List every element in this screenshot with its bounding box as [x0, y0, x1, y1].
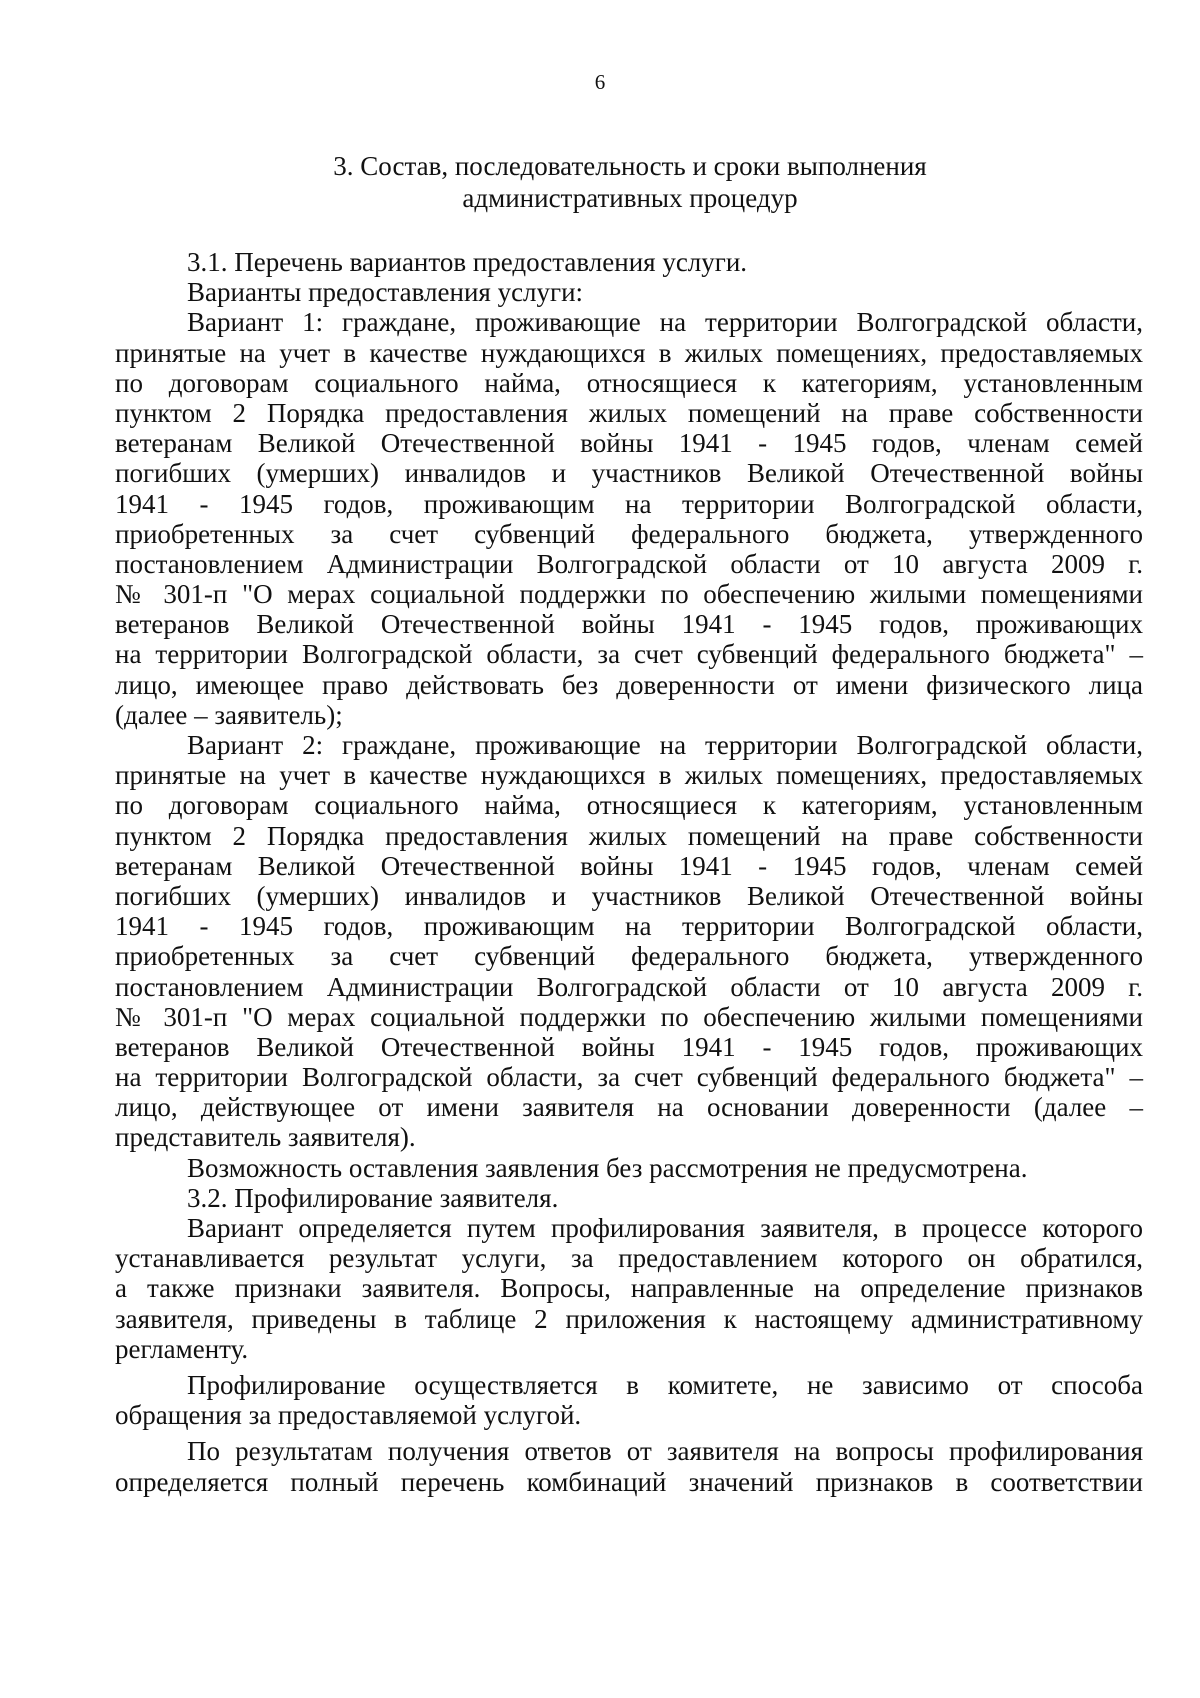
section-heading: [160, 150, 1100, 214]
text-line: 3.2. Профилирование заявителя.: [187, 1182, 559, 1213]
text-line: Варианты предоставления услуги:: [187, 277, 584, 308]
text-line: Вариант 1: граждане, проживающие на территории Волгоградской области,: [187, 307, 1143, 338]
text-line: лицо, имеющее право действовать без доверенности от имени физического лица: [115, 669, 1143, 700]
text-line: по договорам социального найма, относящиеся к категориям, установленным: [115, 367, 1143, 398]
text-line: пунктом 2 Порядка предоставления жилых помещений на праве собственности: [115, 820, 1143, 851]
text-line: на территории Волгоградской области, за счет субвенций федерального бюджета" –: [115, 639, 1143, 670]
text-line: 3.1. Перечень вариантов предоставления услуги.: [187, 247, 748, 277]
text-line: (далее – заявитель);: [115, 699, 343, 730]
text-line: принятые на учет в качестве нуждающихся в жилых помещениях, предоставляемых: [115, 760, 1143, 791]
text-line: регламенту.: [115, 1333, 249, 1364]
text-line: на территории Волгоградской области, за счет субвенций федерального бюджета" –: [115, 1062, 1143, 1093]
document-body: [115, 247, 1143, 1497]
text-line: принятые на учет в качестве нуждающихся в жилых помещениях, предоставляемых: [115, 337, 1143, 368]
text-line: устанавливается результат услуги, за предоставлением которого он обратился,: [115, 1243, 1143, 1274]
text-line: По результатам получения ответов от заявителя на вопросы профилирования: [187, 1436, 1143, 1467]
text-line: Профилирование осуществляется в комитете, не зависимо от способа: [187, 1369, 1143, 1400]
text-line: ветеранов Великой Отечественной войны 1941 - 1945 годов, проживающих: [115, 1031, 1143, 1062]
text-line: по договорам социального найма, относящиеся к категориям, установленным: [115, 790, 1143, 821]
text-line: обращения за предоставляемой услугой.: [115, 1400, 582, 1431]
text-line: 1941 - 1945 годов, проживающим на территории Волгоградской области,: [115, 911, 1143, 942]
text-line: лицо, действующее от имени заявителя на основании доверенности (далее –: [115, 1092, 1143, 1123]
text-line: Вариант определяется путем профилирования заявителя, в процессе которого: [187, 1213, 1143, 1243]
text-line: постановлением Администрации Волгоградской области от 10 августа 2009 г.: [115, 971, 1143, 1002]
text-line: представитель заявителя).: [115, 1122, 416, 1153]
text-line: погибших (умерших) инвалидов и участников Великой Отечественной войны: [115, 458, 1143, 489]
page-number: 6: [594, 70, 606, 94]
text-line: 1941 - 1945 годов, проживающим на территории Волгоградской области,: [115, 488, 1143, 519]
text-line: заявителя, приведены в таблице 2 приложения к настоящему административному: [115, 1303, 1143, 1334]
text-line: а также признаки заявителя. Вопросы, направленные на определение признаков: [115, 1273, 1143, 1304]
text-line: постановлением Администрации Волгоградской области от 10 августа 2009 г.: [115, 548, 1143, 579]
text-line: ветеранов Великой Отечественной войны 1941 - 1945 годов, проживающих: [115, 609, 1143, 640]
text-line: Вариант 2: граждане, проживающие на территории Волгоградской области,: [187, 730, 1143, 760]
heading-line-1: 3. Состав, последовательность и сроки выполнения: [333, 151, 927, 181]
text-line: Возможность оставления заявления без рассмотрения не предусмотрена.: [187, 1152, 1028, 1183]
text-line: погибших (умерших) инвалидов и участников Великой Отечественной войны: [115, 880, 1143, 911]
text-line: № 301-п "О мерах социальной поддержки по обеспечению жилыми помещениями: [115, 1001, 1143, 1032]
text-line: ветеранам Великой Отечественной войны 1941 - 1945 годов, членам семей: [115, 428, 1143, 459]
text-line: пунктом 2 Порядка предоставления жилых помещений на праве собственности: [115, 397, 1143, 428]
text-line: ветеранам Великой Отечественной войны 1941 - 1945 годов, членам семей: [115, 850, 1143, 881]
heading-line-2: административных процедур: [462, 183, 798, 213]
text-line: № 301-п "О мерах социальной поддержки по обеспечению жилыми помещениями: [115, 579, 1143, 610]
text-line: определяется полный перечень комбинаций значений признаков в соответствии: [115, 1466, 1143, 1497]
text-line: приобретенных за счет субвенций федерального бюджета, утвержденного: [115, 941, 1143, 972]
text-line: приобретенных за счет субвенций федерального бюджета, утвержденного: [115, 518, 1143, 549]
